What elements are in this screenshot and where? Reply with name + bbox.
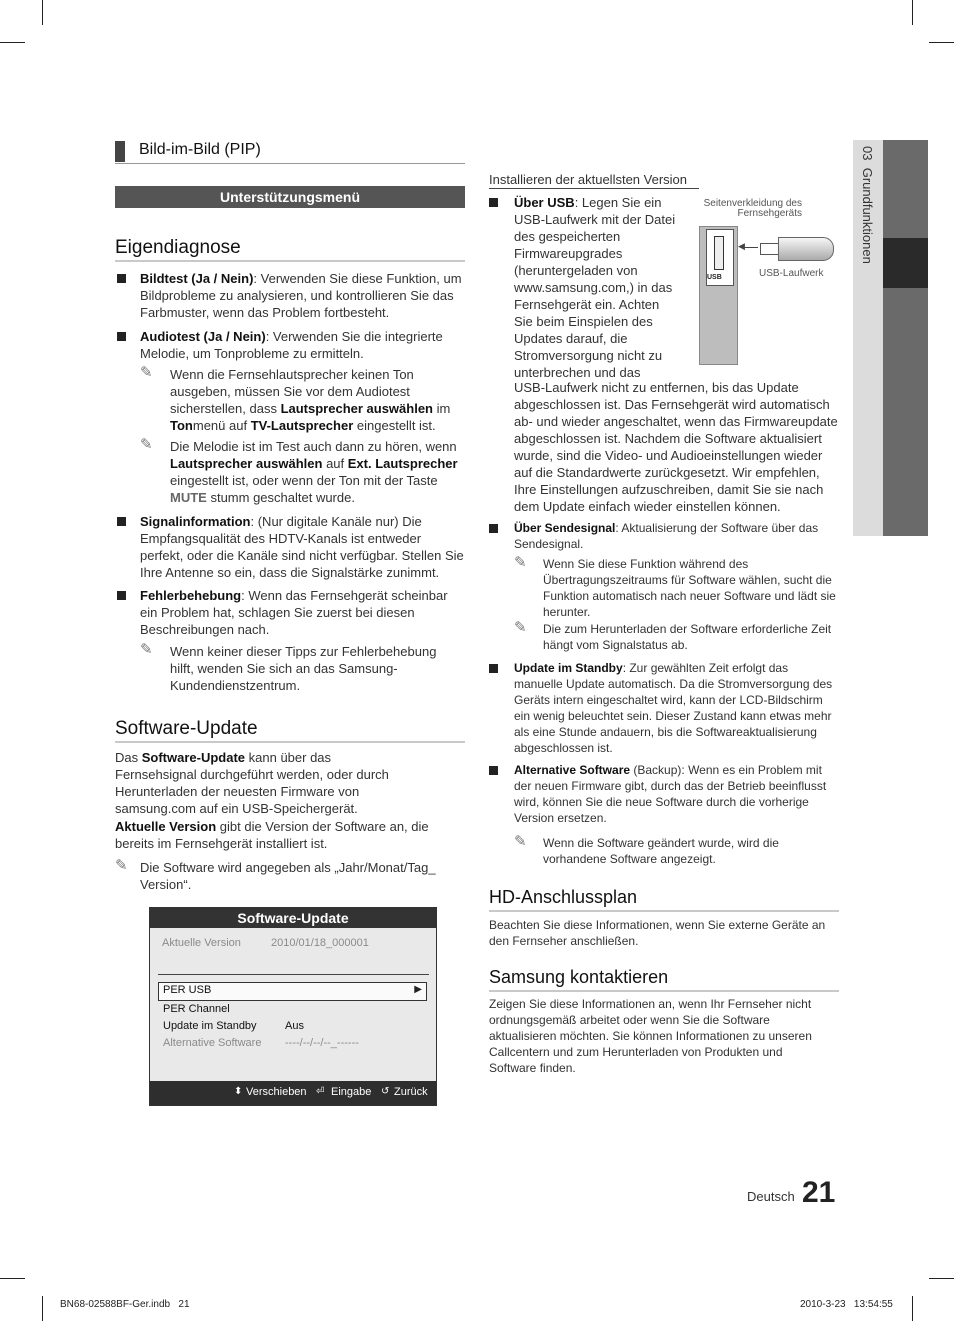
note-icon: ✎ [514,619,527,636]
pip-title: Bild-im-Bild (PIP) [139,141,261,158]
usb-drive-icon [778,237,834,261]
usb-text: : Legen Sie ein USB-Laufwerk mit der Datei des gespeicherten Firmwareupgrades (heruntergeladen von www.samsung.com,) in das Fernsehgerät ein. Achten Sie beim Einspielen des Updates darauf, die Stromversorgung nicht zu unterbrechen und das [514,195,676,380]
software-para-2 [115,818,467,852]
insert-arrow [744,247,758,248]
crop-mark [0,42,25,43]
osd-version-value: 2010/01/18_000001 [271,937,369,949]
audiotest-text: : Verwenden Sie die integrierte Melodie, um Tonprobleme zu ermitteln. [140,329,443,361]
pip-rule [115,163,465,164]
signal-item [140,513,465,581]
osd-item-standby-value: Aus [285,1020,304,1032]
osd-footer-move: Verschieben [246,1086,307,1098]
software-note: Die Software wird angegeben als „Jahr/Monat/Tag_ Version“. [140,860,436,892]
hd-heading: HD-Anschlussplan [489,887,638,907]
install-heading: Installieren der aktuellsten Version [489,172,688,187]
para-bold: Aktuelle Version [115,819,217,834]
note-bold: TV-Lautsprecher [250,418,354,433]
menu-band: Unterstützungsmenü [115,186,465,208]
software-update-rule [115,741,465,743]
bullet [117,517,126,526]
note-bold: Lautsprecher auswählen [280,401,434,416]
fehler-label: Fehlerbehebung [140,588,242,603]
alt-text: (Backup): Wenn es ein Problem mit der neuen Firmware gibt, durch das der Betrieb beeinflusst wird, können Sie die neue Software durch die vorherige Version ersetzen. [514,763,827,825]
note-icon: ✎ [115,857,128,874]
arrow-left-icon: ◀ [738,241,745,251]
return-icon: ↺ [381,1086,390,1097]
note-text: im [433,401,451,416]
note-bold: Lautsprecher auswählen [170,456,323,471]
crop-mark [912,1296,913,1321]
note-bold: Ton [170,418,193,433]
samsung-text: Zeigen Sie diese Informationen an, wenn Ihr Fernseher nicht ordnungsgemäß arbeitet oder wenn Sie die Software aktualisieren möchten. Sie können Informationen zu unseren Callcentern und zum Herunterladen von Produkten und Software finden. [489,997,812,1075]
side-tab-number: 03 [860,146,875,161]
crop-mark [929,1278,954,1279]
audiotest-label: Audiotest (Ja / Nein) [140,329,266,344]
note-text: eingestellt ist. [353,418,436,433]
note-icon: ✎ [514,833,527,850]
osd-item-per-channel[interactable]: PER Channel [163,1003,230,1015]
standby-item [514,660,840,756]
alt-label: Alternative Software [514,763,631,777]
bildtest-item [140,270,465,321]
note-text: auf [322,456,348,471]
osd-item-standby[interactable]: Update im Standby [163,1020,257,1032]
para-text: Das [115,750,142,765]
para-text: gibt die Version der Software an, die bereits im Fernsehgerät installiert ist. [115,819,429,851]
standby-label: Update im Standby [514,661,623,675]
usb-item-a [514,194,679,381]
chevron-right-icon: ▶ [414,984,422,995]
osd-title: Software-Update [150,908,436,928]
fehler-item [140,587,465,638]
sende-note-2: Die zum Herunterladen der Software erforderliche Zeit hängt vom Signalstatus ab. [543,622,832,652]
samsung-rule [489,990,839,992]
osd-item-per-usb[interactable] [158,982,427,1001]
standby-text: : Zur gewählten Zeit erfolgt das manuelle Update automatisch. Da die Stromversorgung des Geräts intern eingeschaltet wird, kann der LCD-Bildschirm ein wenig beleuchtet sein. Dieser Zustand kann etwas mehr als eine Stunde andauern, bis die Softwareaktualisierung abgeschlossen ist. [514,661,833,755]
software-para-1 [115,749,415,817]
software-update-osd [149,907,437,1106]
audiotest-note-1 [170,366,465,434]
hd-rule [489,910,839,912]
note-icon: ✎ [514,554,527,571]
bullet [489,664,498,673]
updown-icon: ⬍ [234,1086,243,1097]
para-bold: Software-Update [141,750,246,765]
alt-item [514,762,836,826]
audiotest-note-2 [170,438,465,506]
osd-footer-enter: Eingabe [331,1086,372,1098]
note-text: stumm geschaltet wurde. [206,490,355,505]
alt-note: Wenn die Software geändert wurde, wird die vorhandene Software angezeigt. [543,836,779,866]
osd-item-alternative-value: ----/--/--/--_------ [285,1037,359,1049]
samsung-heading: Samsung kontaktieren [489,967,669,987]
crop-mark [42,0,43,25]
usb-port-slot [714,236,724,270]
bullet [117,332,126,341]
osd-item-alternative[interactable]: Alternative Software [163,1037,262,1049]
signal-text: : (Nur digitale Kanäle nur) Die Empfangsqualität des HDTV-Kanals ist entweder perfekt, oder die Kanäle sind nicht verfügbar. Stellen Sie Ihre Antenne so ein, dass die Signalstärke zunimmt. [140,514,464,580]
side-tab-dark [883,140,928,536]
bildtest-text: : Verwenden Sie diese Funktion, um Bildprobleme zu analysieren, und kontrollieren Sie das Farbmuster, wenn das Problem fortbesteht. [140,271,462,320]
note-icon: ✎ [140,641,153,658]
figure-side-label: Seitenverkleidung des Fernsehgeräts [703,198,802,219]
figure-drive-label: USB-Laufwerk [759,268,824,279]
osd-item-label: PER USB [163,984,212,996]
sende-item [514,520,840,552]
note-text: menü auf [192,418,251,433]
audiotest-item [140,328,465,362]
osd-version-label: Aktuelle Version [162,937,241,949]
bullet [117,274,126,283]
note-text: Die Melodie ist im Test auch dann zu hören, wenn [170,439,457,454]
osd-footer [150,1081,436,1105]
osd-divider [158,974,429,975]
eigendiagnose-rule [115,260,465,262]
note-bold: Ext. Lautsprecher [347,456,458,471]
side-tab-text [860,146,875,264]
signal-label: Signalinformation [140,514,251,529]
footer-file: BN68-02588BF-Ger.indb 21 [60,1299,190,1310]
crop-mark [42,1296,43,1321]
eigendiagnose-heading: Eigendiagnose [115,237,241,258]
note-icon: ✎ [140,364,153,381]
bildtest-label: Bildtest (Ja / Nein) [140,271,254,286]
usb-port-label: USB [707,274,722,281]
bullet [489,198,498,207]
osd-footer-back: Zurück [394,1086,428,1098]
sende-note-1: Wenn Sie diese Funktion während des Übertragungszeitraums für Software wählen, sucht die Funktion automatisch nach neuer Software und lädt sie herunter. [543,557,836,619]
install-heading-rule [489,188,699,189]
bullet [489,524,498,533]
footer-language: Deutsch [747,1189,795,1204]
enter-icon: ⏎ [316,1086,325,1097]
note-text: eingestellt ist, oder wenn der Ton mit der Taste [170,473,438,488]
software-update-heading: Software-Update [115,718,258,739]
crop-mark [912,0,913,25]
para-text: kann über das Fernsehsignal durchgeführt werden, oder durch Herunterladen der neuesten Firmware von samsung.com auf ein USB-Speichergerät. [115,750,389,816]
usb-item-b: USB-Laufwerk nicht zu entfernen, bis das Update abgeschlossen ist. Das Fernsehgerät wird automatisch ab- und wieder angeschaltet, wenn das Firmwareupdate abgeschlossen ist. Nachdem die Software aktualisiert wurde, sind die Video- und Audioeinstellungen wieder auf die Standardwerte zurückgesetzt. Wir empfehlen, Ihre Einstellungen aufzuschreiben, damit Sie sie nach dem Update einfach wieder einstellen können. [514,380,838,514]
note-text: Wenn die Fernsehlautsprecher keinen Ton ausgeben, müssen Sie vor dem Audiotest sicherstellen, dass [170,367,414,416]
bullet [489,766,498,775]
usb-label: Über USB [514,195,575,210]
note-bold: MUTE [170,490,207,505]
side-tab-marker [883,238,928,288]
fehler-note: Wenn keiner dieser Tipps zur Fehlerbehebung hilft, wenden Sie sich an das Samsung-Kundendienstzentrum. [170,644,437,693]
note-icon: ✎ [140,436,153,453]
page-number: 21 [802,1176,836,1209]
pip-bar [115,141,125,162]
footer-timestamp: 2010-3-23 13:54:55 [800,1299,893,1310]
crop-mark [929,42,954,43]
fehler-text: : Wenn das Fernsehgerät scheinbar ein Problem hat, schlagen Sie zuerst bei diesen Beschreibungen nach. [140,588,448,637]
side-tab-label: Grundfunktionen [860,167,875,264]
usb-plug [760,243,780,255]
bullet [117,591,126,600]
hd-text: Beachten Sie diese Informationen, wenn Sie externe Geräte an den Fernseher anschließen. [489,918,826,948]
sende-label: Über Sendesignal [514,521,616,535]
sende-text: : Aktualisierung der Software über das Sendesignal. [514,521,819,551]
crop-mark [0,1278,25,1279]
